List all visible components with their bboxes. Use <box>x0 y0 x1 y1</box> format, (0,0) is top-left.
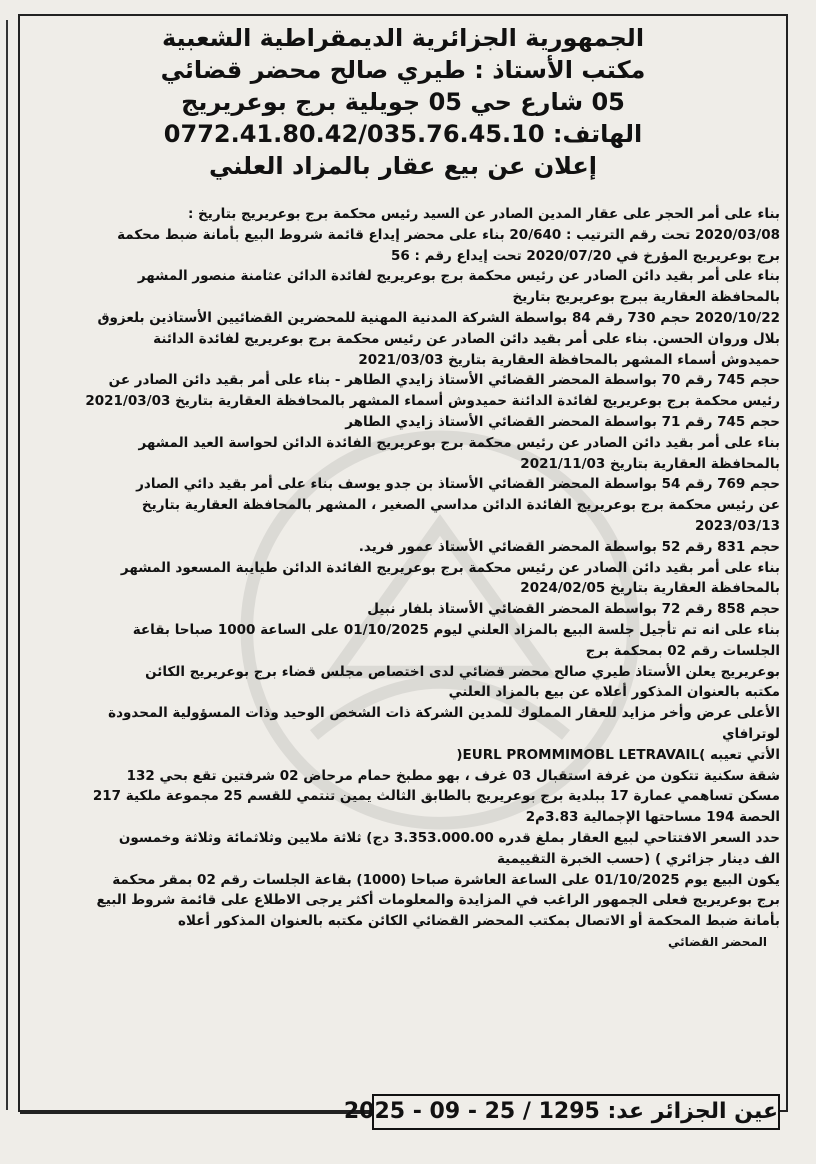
body-line: مسكن تساهمي عمارة 17 ببلدية برج بوعريريج بالطابق الثالث يمين تنتمي للقسم 25 مجموعة ملكية 217 <box>92 788 780 805</box>
body-line: مكتبه بالعنوان المذكور أعلاه عن بيع بالمزاد العلني <box>448 684 780 701</box>
header-phone: الهاتف: 0772.41.80.42/035.76.45.10 <box>163 120 643 148</box>
body-line: برج بوعريريج المؤرخ في 2020/07/20 تحت إيداع رقم : 56 <box>391 247 780 264</box>
body-line: بناء على أمر بقيد دائن الصادر عن رئيس محكمة برج بوعريريج الفائدة الدائن طيايبة المسعود المشهر <box>120 559 780 576</box>
announcement-body <box>28 204 780 952</box>
header-office: مكتب الأستاذ : طيري صالح محضر قضائي <box>160 56 646 84</box>
body-line: حميدوش أسماء المشهر بالمحافظة العقارية بتاريخ 2021/03/03 <box>358 351 780 368</box>
body-line: حدد السعر الافتتاحي لبيع العقار بملغ قدره 3.353.000.00 دج) ثلاثة ملايين وثلاثمائة وثلاثة وخمسون <box>118 829 780 846</box>
body-line: الأتي تعيبه )EURL PROMMIMOBL LETRAVAIL( <box>456 746 780 763</box>
body-line: بوعريريج يعلن الأستاذ طيري صالح محضر قضائي لدى اختصاص مجلس قضاء برج بوعريريج الكائن <box>145 663 780 680</box>
body-line: بلال وروان الحسن. بناء على أمر بقيد دائن الصادر عن رئيس محكمة برج بوعريريج لفائدة الدائنة <box>153 330 780 347</box>
body-line: حجم 745 رقم 70 بواسطة المحضر القضائي الأستاذ زايدي الطاهر - بناء على أمر بقيد دائن الصادر عن <box>108 372 780 389</box>
body-line: برج بوعريريج فعلى الجمهور الراغب في المزايدة والمعلومات أكثر يرجى الاطلاع على قائمة شروط البيع <box>96 892 780 909</box>
body-line: بناء على أمر بقيد دائن الصادر عن رئيس محكمة برج بوعريريج لفائدة الدائن عثامنة منصور المشهر <box>137 268 780 285</box>
body-line: الجلسات رقم 02 بمحكمة برج <box>585 642 780 659</box>
header-address: 05 شارع حي 05 جويلية برج بوعريريج <box>181 88 625 116</box>
body-line: بناء على أمر الحجر على عقار المدين الصادر عن السيد رئيس محكمة برج بوعريريج بتاريخ : <box>187 206 780 222</box>
left-column-rule <box>6 20 8 1110</box>
body-line: الحصة 194 مساحتها الإجمالية 3.83م2 <box>525 809 780 826</box>
body-line: 2023/03/13 <box>694 517 780 534</box>
header-announcement-title: إعلان عن بيع عقار بالمزاد العلني <box>208 152 598 180</box>
body-line: بالمحافظة العقارية بتاريخ 2021/11/03 <box>520 455 780 472</box>
body-line: لوترافاي <box>722 725 780 742</box>
body-line: بالمحافظة العقارية بتاريخ 2024/02/05 <box>520 580 780 597</box>
body-line: 2020/03/08 تحت رقم الترتيب : 20/640 بناء على محضر إيداع قائمة شروط البيع بأمانة ضبط محكمة <box>117 226 780 243</box>
header-republic: الجمهورية الجزائرية الديمقراطية الشعبية <box>161 24 645 52</box>
body-line: حجم 858 رقم 72 بواسطة المحضر القضائي الأستاذ بلفار نبيل <box>367 601 780 618</box>
body-line: حجم 769 رقم 54 بواسطة المحضر القضائي الأستاذ بن جدو يوسف بناء على أمر بقيد دائي الصادر <box>136 476 780 493</box>
body-line: رئيس محكمة برج بوعريريج لفائدة الدائنة حميدوش أسماء المشهر بالمحافظة العقارية بتاريخ 2021/03/03 <box>85 393 780 410</box>
signature: المحضر القضائي <box>668 934 768 949</box>
footer-reference: عين الجزائر عد: 1295 / 25 - 09 - 2025 <box>372 1094 780 1130</box>
body-line: الف دينار جزائري ) (حسب الخبرة التقييمية <box>496 850 780 867</box>
body-line: بناء على أمر بقيد دائن الصادر عن رئيس محكمة برج بوعريريج الفائدة الدائن لحواسة العيد المشهر <box>138 434 780 451</box>
body-line: حجم 831 رقم 52 بواسطة المحضر القضائي الأستاذ عمور فريد. <box>358 538 780 555</box>
body-line: يكون البيع يوم 01/10/2025 على الساعة العاشرة صباحا (1000) بقاعة الجلسات رقم 02 بمقر محكمة <box>112 871 780 888</box>
body-line: بأمانة ضبط المحكمة أو الاتصال بمكتب المحضر القضائي الكائن مكتبه بالعنوان المذكور أعلاه <box>177 913 780 930</box>
body-line: بالمحافظة العقارية ببرج بوعريريج بتاريخ <box>512 289 780 306</box>
footer-rule <box>20 1112 372 1114</box>
body-line: شقة سكنية تتكون من غرفة استقبال 03 غرف ، بهو مطبخ حمام مرحاض 02 شرفتين تقع بحي 132 <box>126 767 780 784</box>
body-line: 2020/10/22 حجم 730 رقم 84 بواسطة الشركة المدنية المهنية للمحضرين القضائيين الأستاذين بلعزوق <box>97 309 780 326</box>
body-line: بناء على انه تم تأجيل جلسة البيع بالمزاد العلني ليوم 01/10/2025 على الساعة 1000 صباحا بقاعة <box>132 621 780 638</box>
header <box>20 22 786 182</box>
body-line: الأعلى عرض وأخر مزايد للعقار المملوك للمدين الشركة ذات الشخص الوحيد وذات المسؤولية المحدودة <box>108 705 780 722</box>
body-line: حجم 745 رقم 71 بواسطة المحضر القضائي الأستاذ زايدي الطاهر <box>345 413 780 430</box>
body-line: عن رئيس محكمة برج بوعريريج الفائدة الدائن مداسي الصغير ، المشهر بالمحافظة العقارية بتاريخ <box>141 497 780 514</box>
